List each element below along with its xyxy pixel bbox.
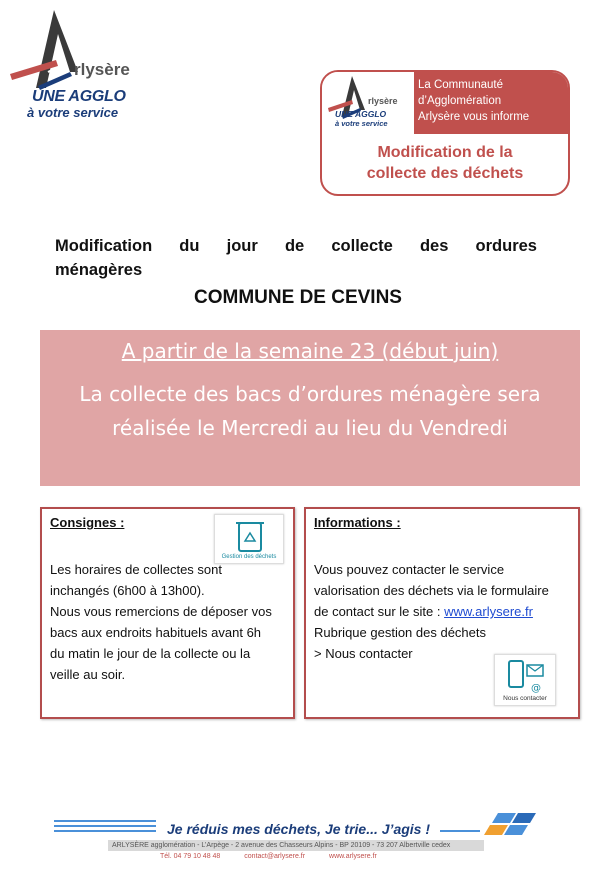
footer-slogan: Je réduis mes déchets, Je trie... J’agis ! (167, 821, 431, 837)
info-box-logo-line1: UNE AGGLO (335, 109, 387, 119)
informations-line: Vous pouvez contacter le service (314, 562, 505, 577)
footer-phone: Tél. 04 79 10 48 48 (160, 853, 221, 860)
consignes-title: Consignes : (50, 515, 125, 530)
arlysere-logo (8, 8, 138, 118)
informations-line: Rubrique gestion des déchets (314, 625, 487, 640)
informations-line: > Nous contacter (314, 646, 413, 661)
contact-tile-caption: Nous contacter (503, 695, 547, 702)
banner-message-line1: La collecte des bacs d’ordures ménagère sera (79, 382, 541, 406)
footer-website[interactable]: www.arlysere.fr (329, 853, 377, 860)
info-box-line: d’Agglomération (418, 95, 502, 107)
footer-email[interactable]: contact@arlysere.fr (244, 853, 306, 860)
phone-mail-icon (495, 657, 557, 697)
informations-line: valorisation des déchets via le formulaire (314, 583, 549, 598)
info-box-title-line2: collecte des déchets (366, 165, 524, 182)
info-box-logo (322, 72, 414, 134)
logo-tagline-1: UNE AGGLO (32, 88, 126, 105)
consignes-line: du matin le jour de la collecte ou la (50, 646, 251, 661)
consignes-box (40, 507, 295, 719)
informations-line-with-link (314, 601, 576, 622)
info-box-line: La Communauté (418, 79, 504, 91)
consignes-line: Les horaires de collectes sont (50, 562, 222, 577)
commune-title: COMMUNE DE CEVINS (194, 287, 402, 308)
consignes-text (50, 559, 290, 685)
informations-box (304, 507, 580, 719)
headline: Modification du jour de collecte des ordures (55, 237, 537, 255)
svg-text:@: @ (531, 683, 541, 694)
informations-link-prefix: de contact sur le site : (314, 604, 445, 619)
footer-contacts (160, 853, 399, 860)
headline-continued: ménagères (55, 261, 143, 279)
footer (50, 805, 550, 865)
waste-management-tile (214, 514, 284, 564)
logo-brand-text: rlysère (74, 60, 130, 79)
banner-subtitle: A partir de la semaine 23 (début juin) (121, 339, 499, 363)
info-box-title-line1: Modification de la (377, 144, 513, 161)
footer-address: ARLYSÈRE agglomération - L’Arpège - 2 avenue des Chasseurs Alpins - BP 20109 - 73 207 Albertville cedex (108, 840, 484, 851)
contact-tile (494, 654, 556, 706)
info-box-logo-line2: à votre service (335, 119, 388, 128)
waste-tile-caption: Gestion des déchets (221, 554, 277, 560)
logo-tagline-2: à votre service (27, 105, 119, 120)
info-box-title (322, 142, 568, 184)
info-box (320, 70, 570, 196)
banner-message (40, 377, 580, 445)
announcement-banner (40, 330, 580, 486)
consignes-line: inchangés (6h00 à 13h00). (50, 583, 205, 598)
informations-title: Informations : (314, 515, 401, 530)
recycling-bin-icon (215, 517, 285, 557)
info-box-line: Arlysère vous informe (418, 111, 530, 123)
info-box-header (414, 72, 568, 134)
website-link[interactable]: www.arlysere.fr (444, 604, 533, 619)
consignes-line: bacs aux endroits habituels avant 6h (50, 625, 262, 640)
banner-message-line2: réalisée le Mercredi au lieu du Vendredi (112, 416, 508, 440)
consignes-line: Nous vous remercions de déposer vos (50, 604, 272, 619)
informations-text (314, 559, 576, 664)
info-box-logo-brand: rlysère (368, 96, 398, 106)
consignes-line: veille au soir. (50, 667, 126, 682)
